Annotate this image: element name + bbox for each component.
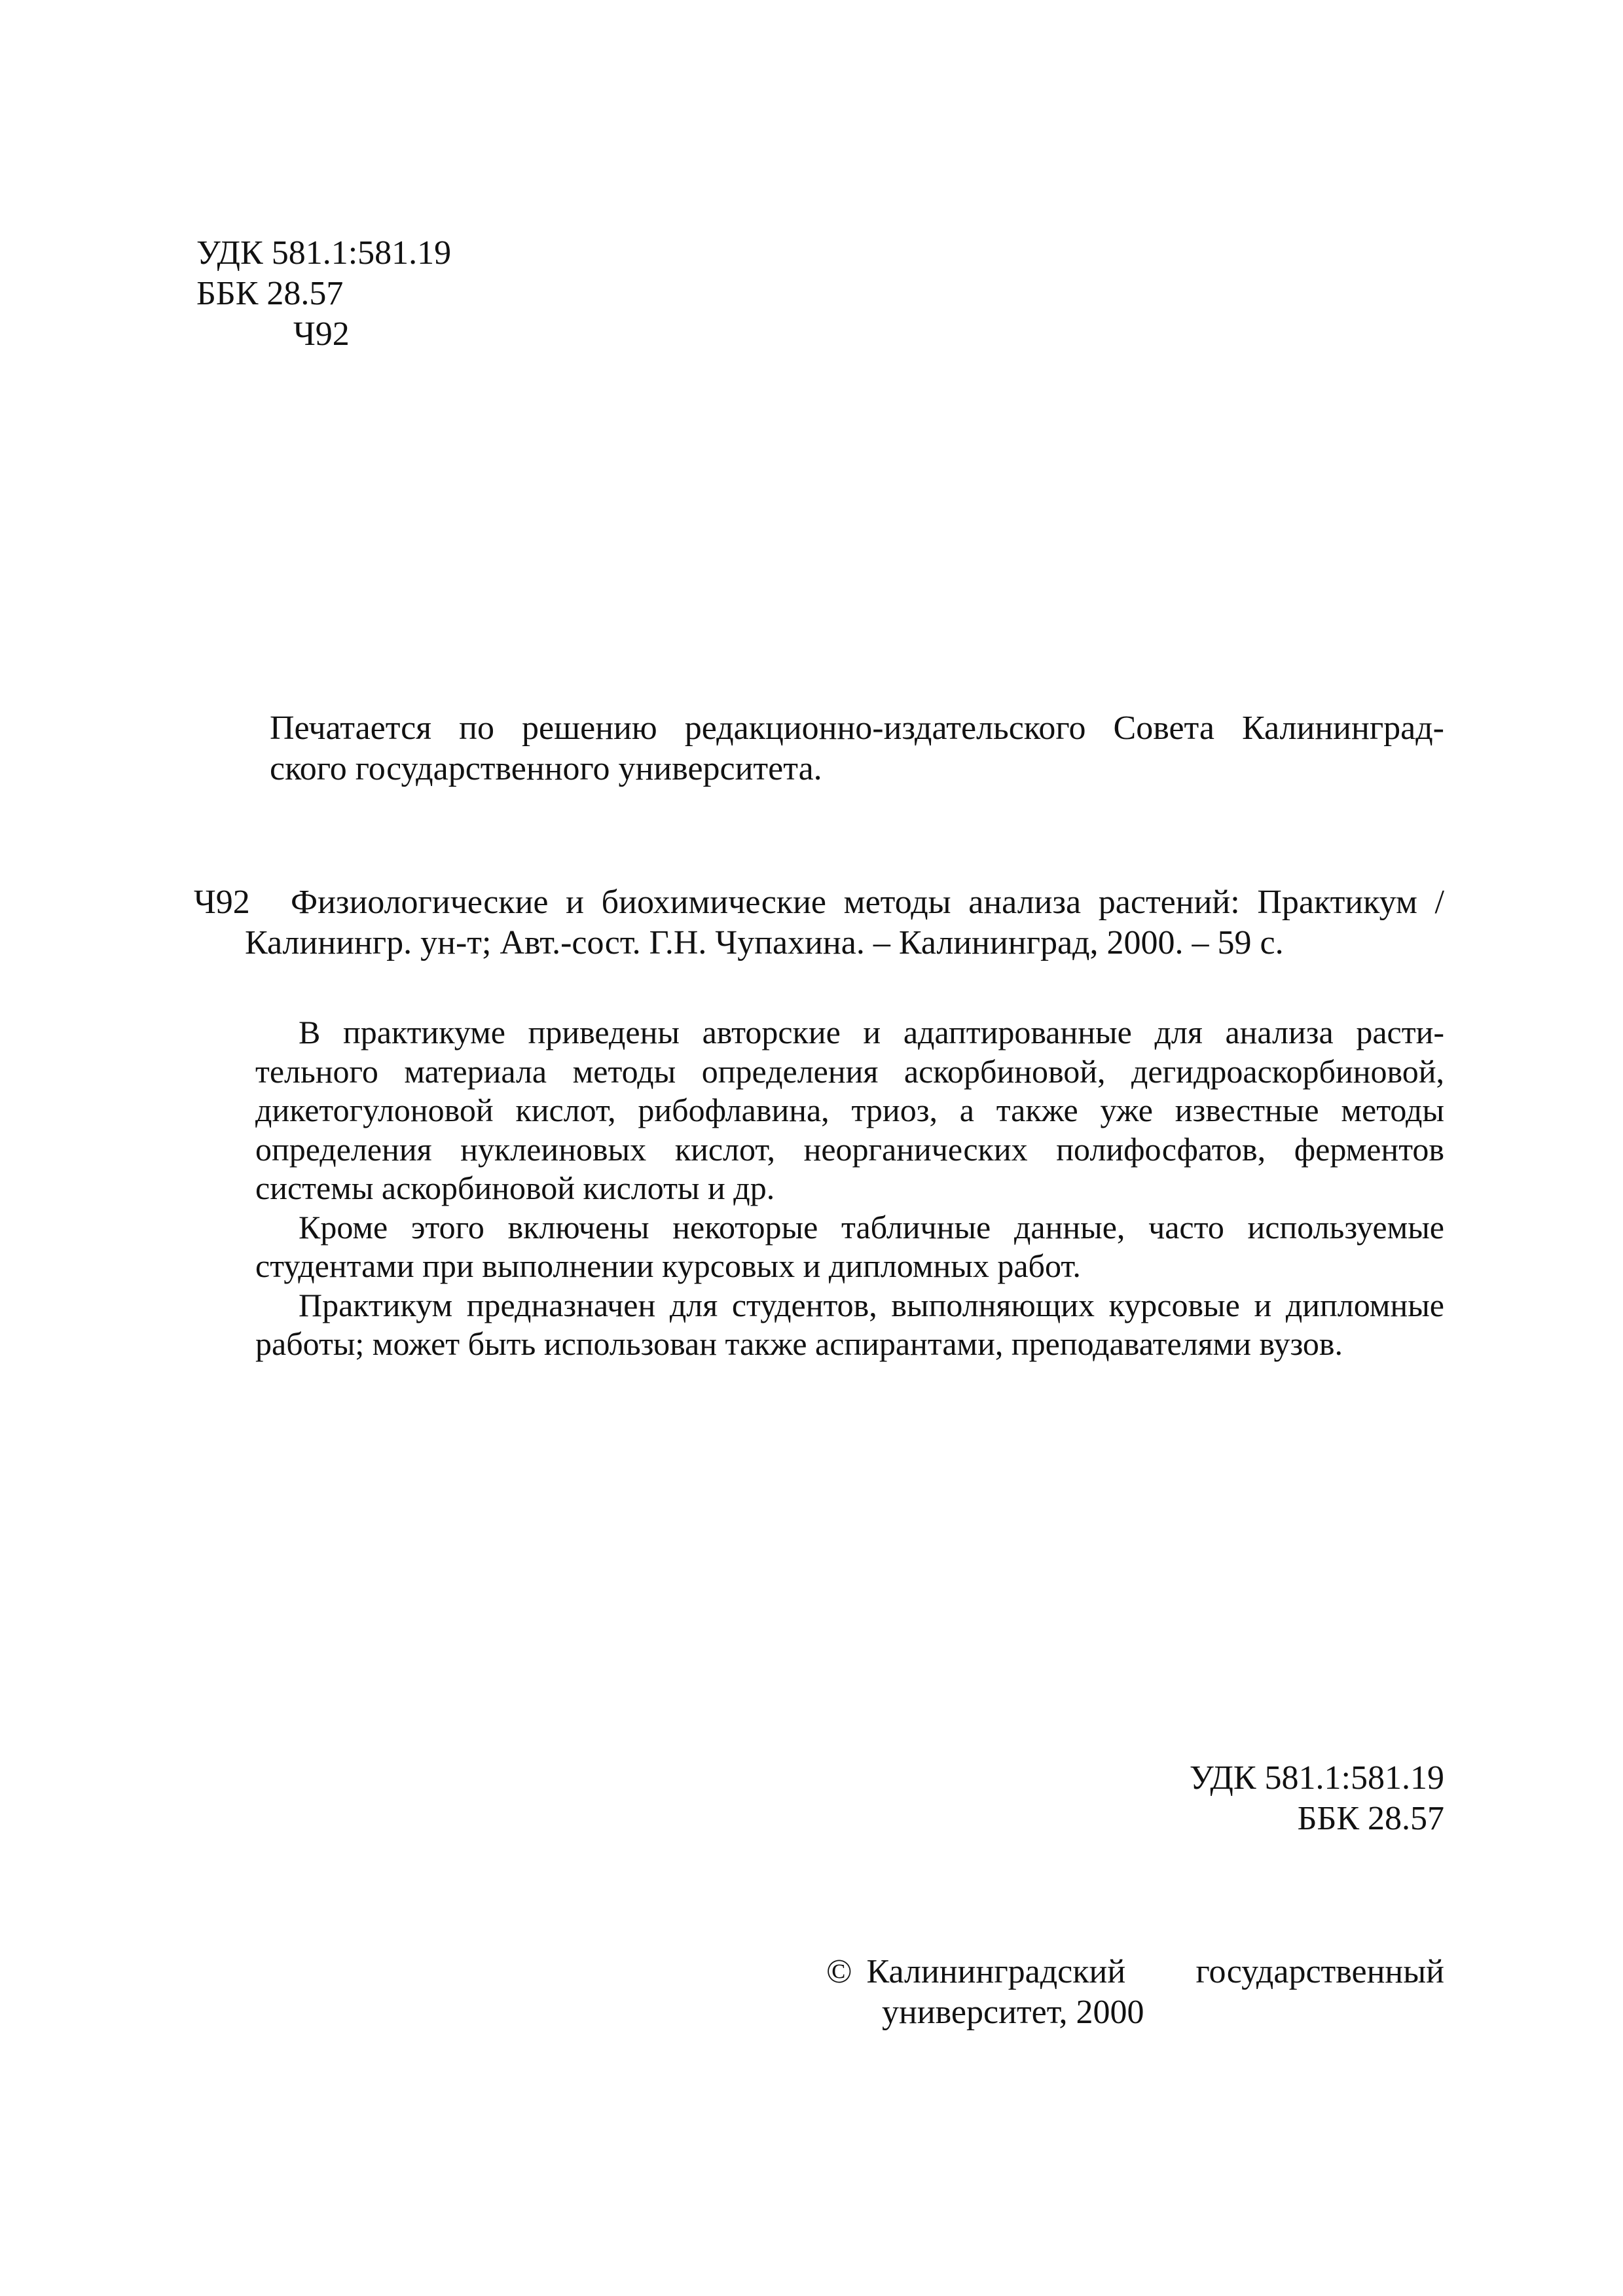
abstract-line: Практикум предназначен для студентов, выполняющих курсовые и дипломные xyxy=(299,1286,1444,1323)
top-catalog-codes xyxy=(196,233,451,355)
bbk-code: ББК 28.57 xyxy=(1297,1800,1444,1837)
abstract xyxy=(255,1013,1444,1364)
copyright-notice xyxy=(826,1952,1444,2033)
author-mark: Ч92 xyxy=(293,315,350,353)
abstract-line: работы; может быть использован также аспирантами, преподавателями вузов. xyxy=(255,1325,1343,1362)
abstract-line: Кроме этого включены некоторые табличные данные, часто используемые xyxy=(299,1208,1444,1246)
copyright-holder: Калининградский государственный xyxy=(866,1953,1444,1990)
publication-decision xyxy=(270,708,1444,789)
abstract-line: тельного материала методы определения аскорбиновой, дегидроаскорбиновой, xyxy=(255,1052,1444,1090)
abstract-paragraph-2 xyxy=(255,1208,1444,1286)
abstract-line: системы аскорбиновой кислоты и др. xyxy=(255,1170,775,1206)
abstract-line: студентами при выполнении курсовых и дипломных работ. xyxy=(255,1247,1081,1284)
biblio-line-1: Физиологические и биохимические методы анализа растений: Практикум / xyxy=(291,884,1444,921)
copyright-line-2: университет, 2000 xyxy=(882,1994,1144,2031)
bottom-catalog-codes xyxy=(1190,1758,1444,1839)
decision-line-2: ского государственного университета. xyxy=(270,750,822,787)
bibliographic-record xyxy=(194,882,1444,963)
abstract-line: В практикуме приведены авторские и адаптированные для анализа расти- xyxy=(299,1014,1444,1050)
udk-code: УДК 581.1:581.19 xyxy=(1189,1759,1444,1797)
abstract-paragraph-1 xyxy=(255,1013,1444,1208)
abstract-line: дикетогулоновой кислот, рибофлавина, триоз, а также уже известные методы xyxy=(255,1092,1444,1128)
udk-code: УДК 581.1:581.19 xyxy=(196,234,452,272)
biblio-line-2: Калинингр. ун-т; Авт.-сост. Г.Н. Чупахина. – Калининград, 2000. – 59 с. xyxy=(245,924,1284,961)
abstract-line: определения нуклеиновых кислот, неорганических полифосфатов, ферментов xyxy=(255,1130,1444,1168)
biblio-author-mark: Ч92 xyxy=(194,884,250,921)
abstract-paragraph-3 xyxy=(255,1286,1444,1364)
bbk-code: ББК 28.57 xyxy=(196,275,344,312)
decision-line-1: Печатается по решению редакционно-издательского Совета Калининград- xyxy=(270,709,1444,747)
biblio-description xyxy=(245,882,1444,963)
copyright-symbol: © xyxy=(826,1953,852,1990)
copyright-line-1 xyxy=(826,1952,1444,1992)
